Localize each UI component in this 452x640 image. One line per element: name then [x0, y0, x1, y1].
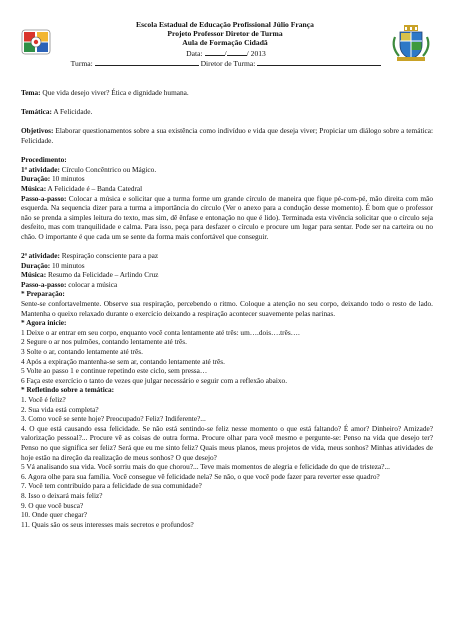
question: 3. Como você se sente hoje? Preocupado? Feliz? Indiferente?... — [21, 414, 206, 424]
date-sep-2: / — [246, 49, 249, 58]
a2-atividade-label: 2ª atividade: — [21, 251, 60, 261]
month-blank — [224, 49, 247, 58]
a1-musica — [21, 184, 433, 194]
a2-musica-value: Resumo da Felicidade – Arlindo Cruz — [46, 270, 159, 280]
tematica-value: A Felicidade. — [51, 107, 93, 117]
document-header — [0, 20, 452, 88]
tema-line — [21, 88, 433, 98]
a2-duracao-value: 10 minutos — [50, 260, 85, 270]
inicie-title: * Agora inicie: — [21, 318, 67, 328]
inicie-step: 5 Volte ao passo 1 e continue repetindo este ciclo, sem pressa… — [21, 366, 208, 376]
a2-duracao-label: Duração: — [21, 260, 51, 270]
a1-musica-value: A Felicidade é – Banda Catedral — [46, 183, 143, 193]
tematica-line — [21, 107, 433, 117]
question: 2. Sua vida está completa? — [21, 404, 99, 414]
a1-duracao — [21, 174, 433, 184]
reflita-title: * Refletindo sobre a temática: — [21, 385, 115, 395]
date-year: 2013 — [250, 49, 266, 58]
question: 6. Agora olhe para sua família. Você consegue vê felicidade nela? Se não, o que você pode fazer para reverter esse quadro? — [21, 471, 380, 481]
coat-of-arms-icon — [389, 23, 433, 63]
a1-atividade-value: Círculo Concêntrico ou Mágico. — [59, 164, 157, 174]
director-label: Diretor de Turma: — [200, 59, 256, 68]
a2-musica-label: Música: — [21, 270, 47, 280]
turma-row — [0, 59, 452, 68]
a2-musica — [21, 270, 433, 280]
date-sep-1: / — [224, 49, 227, 58]
date-label: Data: — [186, 49, 203, 58]
tema-value: Que vida desejo viver? Ética e dignidade humana. — [40, 88, 189, 97]
a1-duracao-value: 10 minutos — [50, 174, 85, 184]
turma-blank — [95, 59, 199, 66]
question: 1. Você é feliz? — [21, 395, 66, 404]
a2-passo-label: Passo-a-passo: — [21, 279, 67, 289]
school-name: Escola Estadual de Educação Profissional Júlio França — [136, 20, 314, 29]
day-blank — [205, 49, 225, 56]
procedimento-title: Procedimento: — [21, 155, 67, 165]
a2-passo-value: colocar a música — [66, 279, 118, 289]
question: 4. O que está causando essa felicidade. Se não está sentindo-se feliz nesse momento o que está faltando? É amor? Dinheiro? Amizade? valorização pessoal?... Procure vê as coisas de outra forma. Procure olhar para você mesmo e pergunte-se: Penso na vida que desejo ter? Penso no que significa ser feliz? Será que eu me sinto feliz? Quais meus planos, meus projetos de vida, meus sonhos? Minhas atividades de hoje estão na direção da realização de meus sonhos? O que desejo? — [21, 423, 433, 462]
a1-passo — [21, 194, 433, 242]
date-row — [0, 49, 452, 58]
question: 10. Onde quer chegar? — [21, 510, 88, 520]
objetivos-line — [21, 126, 433, 145]
objetivos-value: Elaborar questionamentos sobre a sua existência como indivíduo e vida que deseja viver; Propiciar um diálogo sobre a temática: Felicidade. — [21, 126, 433, 145]
a1-duracao-label: Duração: — [21, 174, 51, 184]
tema-label: Tema: — [21, 88, 41, 97]
a1-musica-label: Música: — [21, 183, 47, 193]
inicie-step: 2 Segure o ar nos pulmões, contando lentamente até três. — [21, 337, 187, 347]
question: 8. Isso o deixará mais feliz? — [21, 490, 103, 500]
tematica-label: Temática: — [21, 107, 52, 117]
a1-atividade-label: 1ª atividade: — [21, 164, 60, 174]
question: 9. O que você busca? — [21, 500, 84, 510]
inicie-step: 6 Faça este exercício o tanto de vezes que julgar necessário e seguir com a reflexão abaixo. — [21, 375, 288, 385]
question: 7. Você tem contribuído para a felicidade de sua comunidade? — [21, 481, 202, 491]
a1-passo-value: Colocar a música e solicitar que a turma forme um grande círculo de maneira que fique pé-com-pé, mão direita com mão esquerda. Na sequencia dizer para a turma a importância do círculo (Ver o anexo para a condução desse momento). É bom que o professor não se prenda a simples leitura do texto, mas sim, dê ênfase e entonação no que é lido). Terminada esta vivência solicitar que o círculo seja desfeito, mas com tranquilidade e calma. Para isso, peça para desfazer o círculo e procure um lugar para sentar. Pode ser na carteira ou no chão. O importante é que cada um se sente da forma mais confortável que conseguir. — [21, 193, 433, 241]
question: 11. Quais são os seus interesses mais secretos e profundos? — [21, 519, 194, 529]
document-body — [21, 88, 433, 529]
prep-title: * Preparação: — [21, 289, 65, 299]
inicie-step: 1 Deixe o ar entrar em seu corpo, enquanto você conta lentamente até três: um….dois….três…. — [21, 327, 300, 337]
inicie-step: 3 Solte o ar, contando lentamente até três. — [21, 347, 143, 357]
a2-atividade — [21, 251, 433, 261]
prep-text: Sente-se confortavelmente. Observe sua respiração, percebendo o ritmo. Coloque a atenção no seu corpo, deixando todo o resto de lado. Mantenha o queixo relaxado durante o exercício deixando a respiração acontecer suavemente pelas narinas. — [21, 299, 433, 318]
turma-label: Turma: — [70, 59, 93, 68]
a1-atividade — [21, 165, 433, 175]
a2-duracao — [21, 261, 433, 271]
question: 5 Vá analisando sua vida. Você sorriu mais do que chorou?... Teve mais momentos de alegria e felicidade do que de tristeza?... — [21, 462, 390, 472]
a2-atividade-value: Respiração consciente para a paz — [59, 251, 159, 261]
class-name: Aula de Formação Cidadã — [182, 38, 268, 48]
inicie-step: 4 Após a expiração mantenha-se sem ar, contando lentamente até três. — [21, 356, 225, 366]
project-name: Projeto Professor Diretor de Turma — [167, 29, 283, 39]
a2-passo — [21, 280, 433, 290]
a1-passo-label: Passo-a-passo: — [21, 193, 67, 203]
header-text — [60, 20, 390, 47]
objetivos-label: Objetivos: — [21, 126, 54, 136]
director-blank — [257, 59, 381, 66]
